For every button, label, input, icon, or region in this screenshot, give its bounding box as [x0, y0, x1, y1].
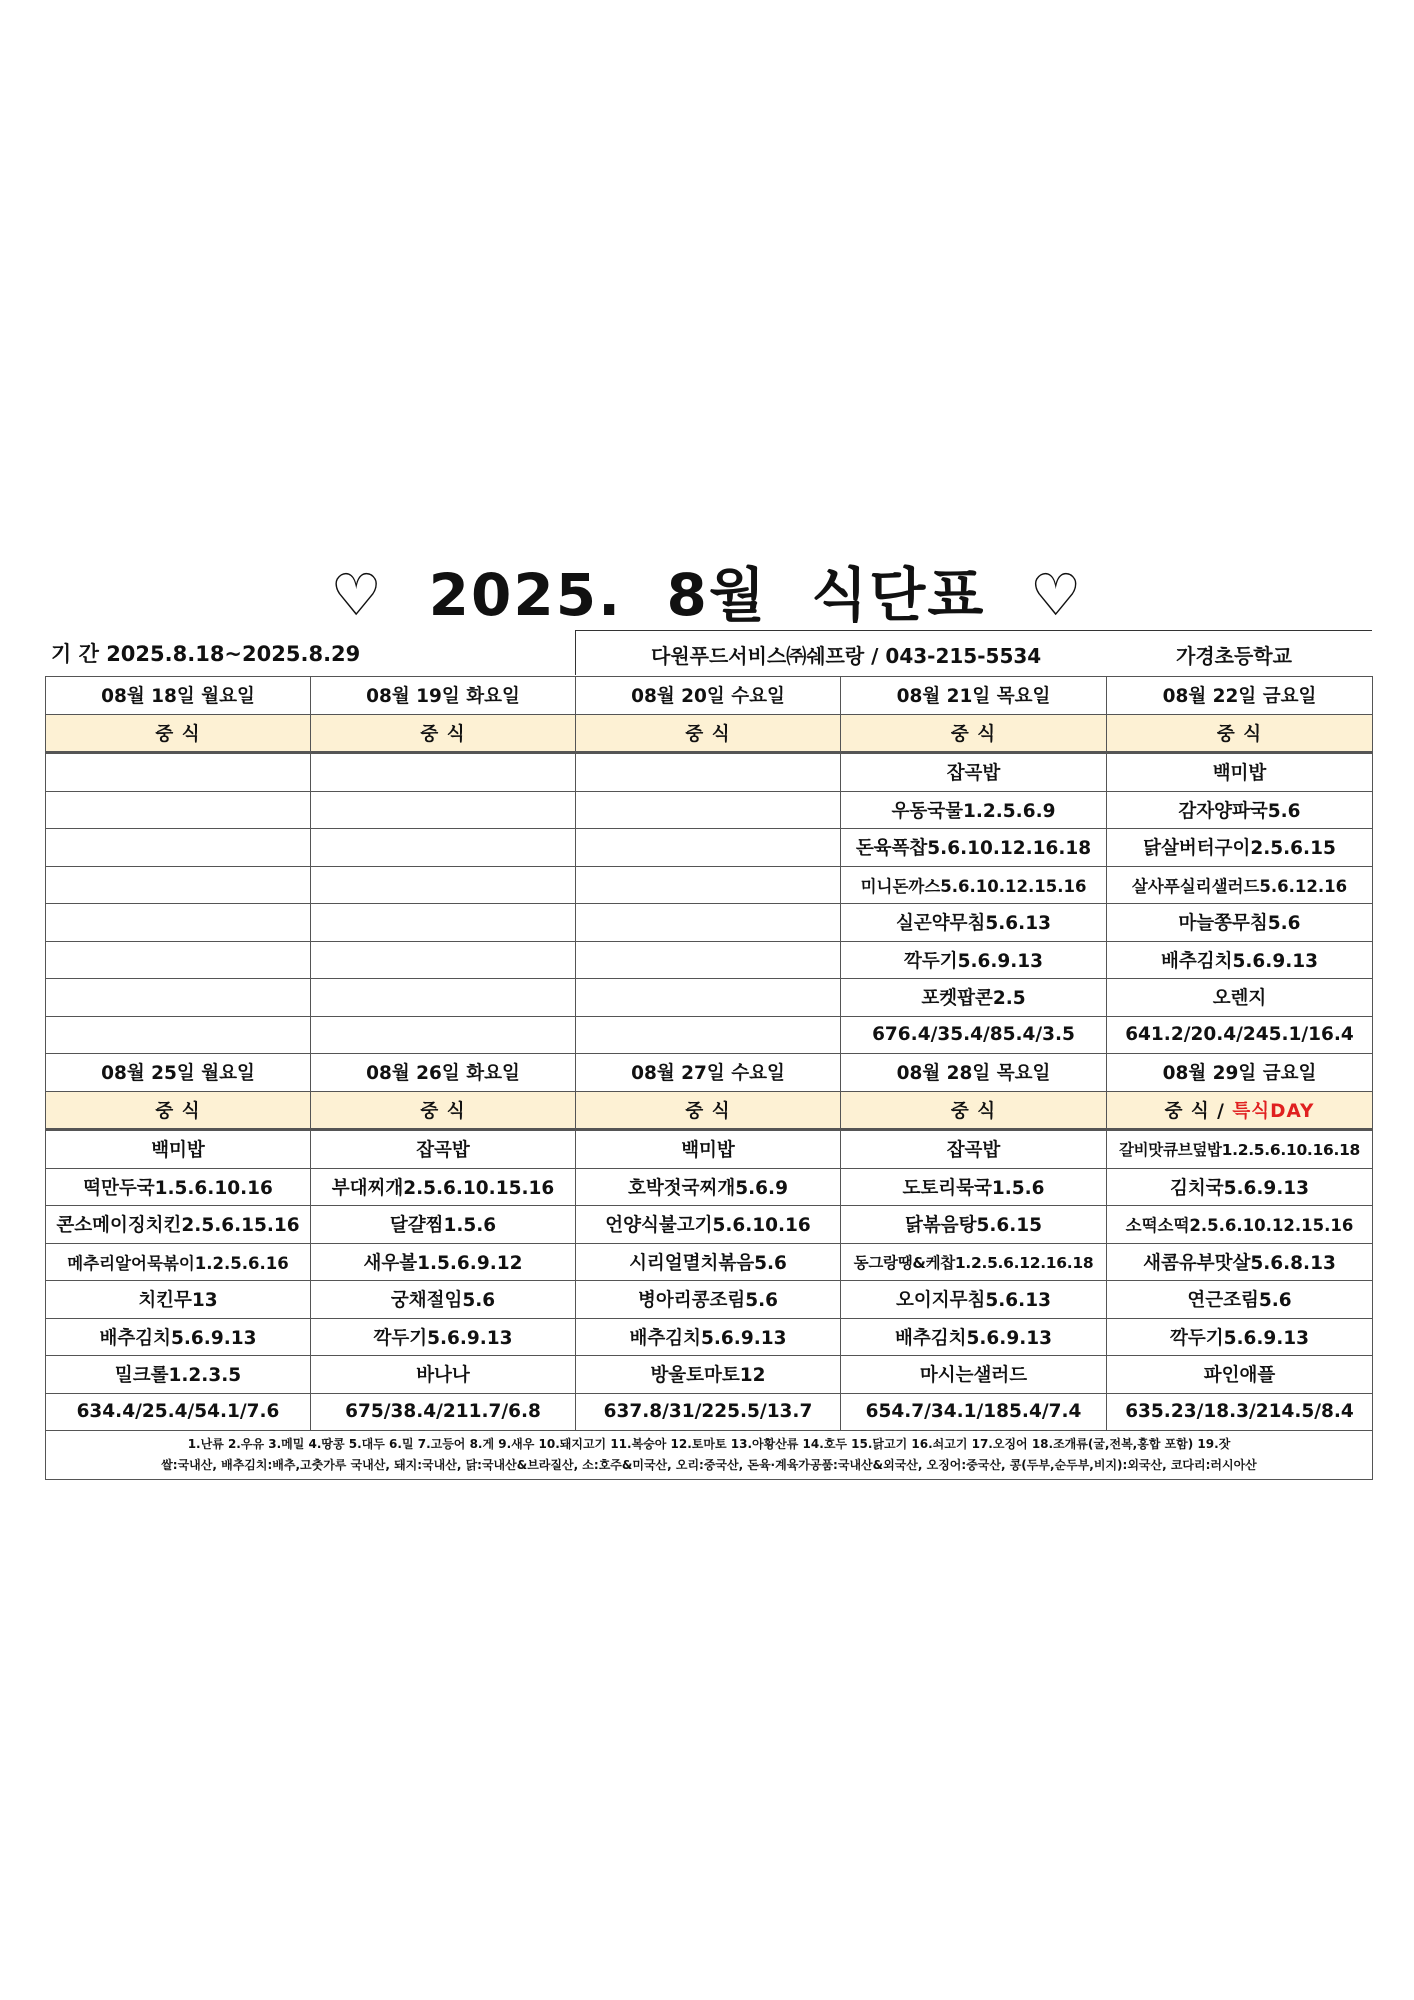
menu-header: [45, 630, 1371, 676]
nutrition-value: 637.8/31/225.5/13.7: [576, 1393, 841, 1431]
menu-row: [46, 941, 1373, 979]
nutrition-value: 634.4/25.4/54.1/7.6: [46, 1393, 311, 1431]
menu-item: [46, 904, 311, 942]
menu-item: [576, 904, 841, 942]
menu-row: [46, 1243, 1373, 1281]
period-text: 기 간 2025.8.18~2025.8.29: [51, 642, 361, 666]
menu-item: 방울토마토12: [576, 1356, 841, 1394]
menu-item: 마시는샐러드: [841, 1356, 1107, 1394]
date-cell: 08월 19일 화요일: [311, 677, 576, 715]
menu-row: [46, 904, 1373, 942]
meal-label-special-day: [1107, 1091, 1373, 1130]
date-cell: 08월 22일 금요일: [1107, 677, 1373, 715]
menu-item: [311, 941, 576, 979]
footer-row: [46, 1431, 1373, 1480]
menu-item: 깍두기5.6.9.13: [1107, 1318, 1373, 1356]
menu-item: 백미밥: [46, 1130, 311, 1169]
menu-item: 새콤유부맛살5.6.8.13: [1107, 1243, 1373, 1281]
menu-item: [311, 753, 576, 792]
menu-row: [46, 1130, 1373, 1169]
menu-item: 잡곡밥: [841, 753, 1107, 792]
date-cell: 08월 26일 화요일: [311, 1054, 576, 1092]
menu-item: 부대찌개2.5.6.10.15.16: [311, 1168, 576, 1206]
menu-item: 소떡소떡2.5.6.10.12.15.16: [1107, 1206, 1373, 1244]
meal-label: 중 식: [841, 1091, 1107, 1130]
menu-item: [311, 791, 576, 829]
menu-item: 떡만두국1.5.6.10.16: [46, 1168, 311, 1206]
menu-item: 우동국물1.2.5.6.9: [841, 791, 1107, 829]
menu-item: 도토리묵국1.5.6: [841, 1168, 1107, 1206]
menu-item: [46, 941, 311, 979]
menu-row: [46, 1168, 1373, 1206]
nutrition-value: 675/38.4/211.7/6.8: [311, 1393, 576, 1431]
nutrition-value: [576, 1016, 841, 1054]
meal-label: 중 식: [311, 714, 576, 753]
menu-item: 닭볶음탕5.6.15: [841, 1206, 1107, 1244]
menu-item: [576, 753, 841, 792]
menu-item: [46, 866, 311, 904]
week1-meal-row: [46, 714, 1373, 753]
menu-row: [46, 1318, 1373, 1356]
menu-item: 궁채절임5.6: [311, 1281, 576, 1319]
menu-item: 배추김치5.6.9.13: [1107, 941, 1373, 979]
nutrition-row: [46, 1016, 1373, 1054]
menu-item: 갈비맛큐브덮밥1.2.5.6.10.16.18: [1107, 1130, 1373, 1169]
footer-cell: [46, 1431, 1373, 1480]
menu-item: 배추김치5.6.9.13: [576, 1318, 841, 1356]
date-cell: 08월 25일 월요일: [46, 1054, 311, 1092]
meal-label: 중 식: [46, 1091, 311, 1130]
menu-item: 배추김치5.6.9.13: [46, 1318, 311, 1356]
menu-item: [46, 979, 311, 1017]
menu-row: [46, 866, 1373, 904]
nutrition-value: 676.4/35.4/85.4/3.5: [841, 1016, 1107, 1054]
menu-row: [46, 829, 1373, 867]
special-day-badge: 특식DAY: [1232, 1100, 1315, 1122]
week2-meal-row: [46, 1091, 1373, 1130]
menu-item: [576, 866, 841, 904]
nutrition-value: [311, 1016, 576, 1054]
menu-table: [45, 676, 1373, 1480]
menu-item: 포켓팝콘2.5: [841, 979, 1107, 1017]
meal-label: 중 식: [576, 1091, 841, 1130]
menu-item: 달걀찜1.5.6: [311, 1206, 576, 1244]
menu-item: 오렌지: [1107, 979, 1373, 1017]
date-cell: 08월 27일 수요일: [576, 1054, 841, 1092]
nutrition-row: [46, 1393, 1373, 1431]
menu-row: [46, 1206, 1373, 1244]
menu-item: 닭살버터구이2.5.6.15: [1107, 829, 1373, 867]
menu-item: 깍두기5.6.9.13: [311, 1318, 576, 1356]
meal-label: 중 식: [46, 714, 311, 753]
allergen-legend: 1.난류 2.우유 3.메밀 4.땅콩 5.대두 6.밀 7.고등어 8.게 9.새우 10.돼지고기 11.복숭아 12.토마토 13.아황산류 14.호두 15.닭고기 16.쇠고기 17.오징어 18.조개류(굴,전복,홍합 포함) 19.잣: [187, 1437, 1231, 1451]
menu-item: [311, 866, 576, 904]
meal-label: 중 식: [841, 714, 1107, 753]
date-cell: 08월 29일 금요일: [1107, 1054, 1373, 1092]
menu-row: [46, 791, 1373, 829]
menu-item: 감자양파국5.6: [1107, 791, 1373, 829]
meal-label: 중 식: [576, 714, 841, 753]
menu-item: 새우볼1.5.6.9.12: [311, 1243, 576, 1281]
menu-item: 연근조림5.6: [1107, 1281, 1373, 1319]
nutrition-value: 654.7/34.1/185.4/7.4: [841, 1393, 1107, 1431]
menu-row: [46, 979, 1373, 1017]
meal-label: 중 식: [311, 1091, 576, 1130]
menu-item: [576, 941, 841, 979]
menu-item: 병아리콩조림5.6: [576, 1281, 841, 1319]
company-info: 다원푸드서비스㈜쉐프랑 / 043-215-5534: [651, 644, 1042, 668]
menu-item: 시리얼멸치볶음5.6: [576, 1243, 841, 1281]
company-box: [575, 630, 1372, 675]
menu-item: [576, 829, 841, 867]
menu-item: 돈육폭찹5.6.10.12.16.18: [841, 829, 1107, 867]
menu-item: 치킨무13: [46, 1281, 311, 1319]
menu-row: [46, 1356, 1373, 1394]
date-cell: 08월 28일 목요일: [841, 1054, 1107, 1092]
menu-item: [311, 904, 576, 942]
menu-item: [311, 979, 576, 1017]
menu-item: [576, 979, 841, 1017]
menu-item: 호박젓국찌개5.6.9: [576, 1168, 841, 1206]
menu-item: 깍두기5.6.9.13: [841, 941, 1107, 979]
menu-item: [576, 791, 841, 829]
menu-item: 백미밥: [1107, 753, 1373, 792]
menu-item: [46, 791, 311, 829]
meal-label: 중 식: [1107, 714, 1373, 753]
nutrition-value: 635.23/18.3/214.5/8.4: [1107, 1393, 1373, 1431]
menu-item: 언양식불고기5.6.10.16: [576, 1206, 841, 1244]
menu-item: 동그랑땡&케찹1.2.5.6.12.16.18: [841, 1243, 1107, 1281]
menu-item: 바나나: [311, 1356, 576, 1394]
nutrition-value: 641.2/20.4/245.1/16.4: [1107, 1016, 1373, 1054]
menu-item: 파인애플: [1107, 1356, 1373, 1394]
nutrition-value: [46, 1016, 311, 1054]
menu-item: [46, 829, 311, 867]
date-cell: 08월 20일 수요일: [576, 677, 841, 715]
menu-item: 배추김치5.6.9.13: [841, 1318, 1107, 1356]
menu-item: 콘소메이징치킨2.5.6.15.16: [46, 1206, 311, 1244]
week1-date-row: [46, 677, 1373, 715]
menu-item: 오이지무침5.6.13: [841, 1281, 1107, 1319]
menu-item: 마늘쫑무침5.6: [1107, 904, 1373, 942]
menu-item: 잡곡밥: [841, 1130, 1107, 1169]
menu-item: 실곤약무침5.6.13: [841, 904, 1107, 942]
meal-label: 중 식 /: [1164, 1100, 1233, 1122]
menu-item: 미니돈까스5.6.10.12.15.16: [841, 866, 1107, 904]
menu-item: 메추리알어묵볶이1.2.5.6.16: [46, 1243, 311, 1281]
menu-item: [311, 829, 576, 867]
menu-item: [46, 753, 311, 792]
menu-item: 김치국5.6.9.13: [1107, 1168, 1373, 1206]
date-cell: 08월 18일 월요일: [46, 677, 311, 715]
menu-row: [46, 753, 1373, 792]
date-cell: 08월 21일 목요일: [841, 677, 1107, 715]
origin-info: 쌀:국내산, 배추김치:배추,고춧가루 국내산, 돼지:국내산, 닭:국내산&브라질산, 소:호주&미국산, 오리:중국산, 돈육·계육가공품:국내산&외국산, 오징어:중국산, 콩(두부,순두부,비지):외국산, 코다리:러시아산: [161, 1458, 1257, 1472]
page-title: ♡ 2025. 8월 식단표 ♡: [330, 561, 1084, 629]
menu-item: 잡곡밥: [311, 1130, 576, 1169]
menu-item: 밀크롤1.2.3.5: [46, 1356, 311, 1394]
school-name: 가경초등학교: [1176, 644, 1292, 668]
week2-date-row: [46, 1054, 1373, 1092]
menu-item: 살사푸실리샐러드5.6.12.16: [1107, 866, 1373, 904]
menu-row: [46, 1281, 1373, 1319]
menu-item: 백미밥: [576, 1130, 841, 1169]
